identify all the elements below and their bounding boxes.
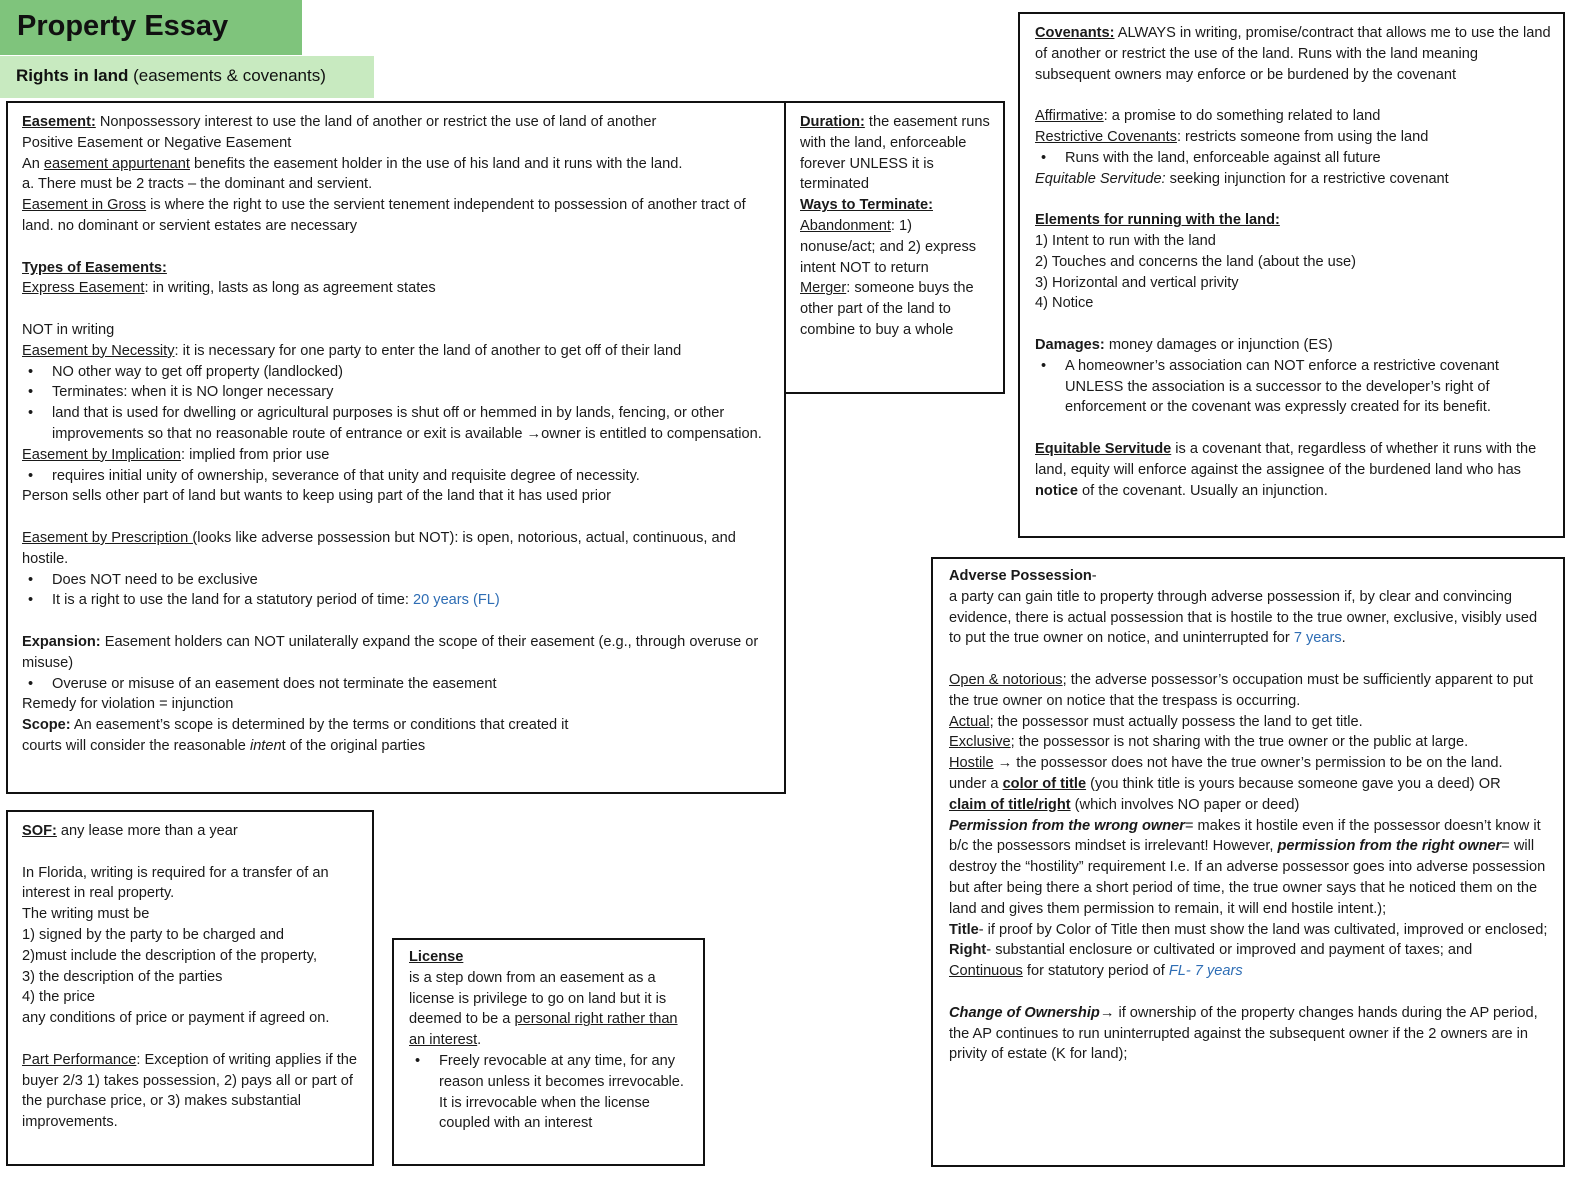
text: It is a right to use the land for a statutory period of time: (52, 592, 413, 609)
es-heading: Equitable Servitude (1035, 440, 1172, 457)
list-item: 1) signed by the party to be charged and (22, 926, 285, 943)
easement-necessity (22, 341, 770, 362)
easement-prescription (22, 528, 770, 570)
text: . (477, 1032, 482, 1049)
affirmative (1035, 106, 1551, 127)
term-express: Express Easement (22, 280, 145, 297)
text: is a step down from an easement as a license is privilege to go on land but it is deemed to be a (409, 969, 667, 1028)
text-bold-italic: permission from the right owner (1277, 838, 1502, 855)
text: the easement runs with the land, enforceable forever UNLESS it is terminated (800, 114, 990, 193)
merger (800, 278, 991, 340)
expansion (22, 632, 770, 674)
covenants-box (1018, 12, 1565, 538)
text: : restricts someone from using the land (1176, 128, 1429, 145)
text: - (1091, 568, 1097, 584)
text: . (1341, 630, 1346, 647)
text: a party can gain title to property through adverse possession if, by clear and convincing evidence, there is actual possession that is hostile to the true owner, exclusive, visibly used to put the true owner on notice, and uninterrupted for (949, 588, 1538, 647)
part-performance (22, 1050, 360, 1133)
subtitle-bold: Rights in land (16, 66, 129, 85)
text: : in writing, lasts as long as agreement states (144, 280, 436, 297)
restrictive-bullets (1035, 148, 1551, 169)
remedy: Remedy for violation = injunction (22, 696, 234, 713)
text: → the possessor does not have the true owner’s permission to be on the land. (993, 755, 1503, 772)
necessity-bullets (22, 362, 770, 445)
license-bullets (409, 1051, 691, 1134)
text: - substantial enclosure or cultivated or improved and payment of taxes; and (986, 942, 1473, 959)
subtitle-banner (0, 56, 374, 98)
continuous (949, 961, 1551, 982)
damages-bullets (1035, 356, 1551, 418)
list-item: • land that is used for dwelling or agricultural purposes is shut off or hemmed in by lands, fencing, or other improvements so that no reasonable route of entrance or exit is available →owner is entitled to compensation. (22, 403, 770, 445)
covenants-definition (1035, 23, 1551, 85)
color-of-title (949, 774, 1551, 795)
easement-tracts: a. There must be 2 tracts – the dominant and servient. (22, 176, 373, 193)
text-bold: Right (949, 942, 987, 959)
easement-def-text: Nonpossessory interest to use the land of another or restrict the use of land of another (95, 114, 657, 130)
list-item: • Runs with the land, enforceable against all future (1035, 148, 1551, 169)
term-restrictive: Restrictive Covenants (1035, 128, 1177, 145)
term-part-performance: Part Performance (22, 1051, 137, 1068)
text: ; the possessor must actually possess the land to get title. (989, 713, 1363, 730)
text: courts will consider the reasonable (22, 737, 250, 754)
term-implication: Easement by Implication (22, 446, 181, 463)
adverse-definition (949, 587, 1551, 649)
list-item: • Freely revocable at any time, for any reason unless it becomes irrevocable. It is irrevocable when the license coupled with an interest (409, 1051, 691, 1134)
page-title: Property Essay (17, 10, 229, 42)
equitable-servitude-short (1035, 169, 1551, 190)
express-easement (22, 278, 770, 299)
elements-heading: Elements for running with the land: (1035, 212, 1280, 229)
term-appurtenant: easement appurtenant (43, 155, 190, 172)
text: Easement holders can NOT unilaterally expand the scope of their easement (e.g., through overuse or misuse) (22, 633, 759, 671)
sof-heading: SOF: (22, 823, 57, 839)
section-subtitle (0, 56, 374, 86)
scope-heading: Scope: (22, 717, 71, 734)
text: seeking injunction for a restrictive covenant (1165, 170, 1449, 187)
text: ; the adverse possessor’s occupation must be sufficiently apparent to put the true owner on notice that the trespass is occurring. (949, 671, 1534, 709)
text-bold: Title (949, 921, 979, 938)
text: : it is necessary for one party to enter the land of another to get off of their land (174, 342, 682, 359)
license-box (392, 938, 705, 1166)
text: under a (949, 775, 1003, 792)
types-heading: Types of Easements: (22, 259, 167, 276)
text: is where the right to use the servient tenement independent to possession of another tract of land. no dominant or servient estates are necessary (22, 197, 746, 234)
text: : someone buys the other part of the land to combine to buy a whole (800, 280, 974, 338)
sof-conditions: any conditions of price or payment if agreed on. (22, 1010, 330, 1027)
expansion-heading: Expansion: (22, 633, 101, 650)
text: ALWAYS in writing, promise/contract that allows me to use the land of another or restrict the use of the land. Runs with the land meaning subsequent owners may enforce or be burdened by the covenant (1035, 25, 1551, 83)
text-italic: inten (249, 737, 282, 754)
damages (1035, 335, 1551, 356)
term-continuous: Continuous (949, 963, 1023, 980)
duration-heading: Duration: (800, 114, 865, 130)
subtitle-rest: (easements & covenants) (128, 66, 326, 85)
actual (949, 712, 1551, 733)
term-actual: Actual (949, 713, 990, 730)
list-item: • Does NOT need to be exclusive (22, 570, 770, 591)
list-item: • A homeowner’s association can NOT enforce a restrictive covenant UNLESS the association is a successor to the developer’s right of enforcement or the covenant was expressly created for its benefit. (1035, 356, 1551, 418)
list-item: 3) Horizontal and vertical privity (1035, 274, 1239, 291)
easement-types-line: Positive Easement or Negative Easement (22, 134, 292, 151)
text: = makes it hostile even if the possessor doesn’t know it b/c the possessors mindset is irrelevant! However, (949, 817, 1541, 855)
term-merger: Merger (800, 280, 847, 297)
text: money damages or injunction (ES) (1104, 336, 1333, 353)
permission (949, 816, 1551, 920)
text-italic: Equitable Servitude: (1035, 170, 1166, 187)
restrictive (1035, 127, 1551, 148)
terminate-heading: Ways to Terminate: (800, 197, 933, 214)
text: ; the possessor is not sharing with the true owner or the public at large. (1010, 734, 1469, 751)
text: : 1) nonuse/act; and 2) express intent NOT to return (800, 217, 977, 276)
expansion-bullets (22, 674, 770, 695)
period-years: 7 years (1293, 630, 1342, 647)
text: of the covenant. Usually an injunction. (1077, 482, 1328, 499)
sof-box (6, 810, 374, 1166)
term-open: Open & notorious (949, 671, 1063, 688)
covenants-heading: Covenants: (1035, 25, 1115, 41)
text: = will destroy the “hostility” requirement I.e. If an adverse possessor goes into adverse possession but after being there a short period of time, the true owner says that he noticed them on the land and gives them permission to remain, it will end hostile intent.); (949, 838, 1546, 917)
prescription-bullets (22, 570, 770, 612)
implication-bullets (22, 466, 770, 487)
open-notorious (949, 670, 1551, 712)
abandonment (800, 216, 991, 278)
duration-text (800, 112, 991, 195)
easement-implication (22, 445, 770, 466)
implication-example: Person sells other part of land but wants to keep using part of the land that it has used prior (22, 488, 611, 505)
term-exclusive: Exclusive (949, 734, 1011, 751)
adverse-heading: Adverse Possession (949, 568, 1092, 584)
easement-heading: Easement: (22, 114, 96, 130)
title-banner (0, 0, 302, 55)
license-definition (409, 968, 691, 1051)
list-item: 4) the price (22, 989, 96, 1006)
list-item (22, 590, 770, 611)
easement-gross (22, 195, 770, 237)
duration-box (784, 101, 1005, 394)
sof-florida: In Florida, writing is required for a transfer of an interest in real property. (22, 864, 329, 902)
term-hostile: Hostile (949, 755, 994, 772)
term-personal-right: personal right rather than an interest (409, 1011, 678, 1049)
text: An (22, 155, 44, 172)
change-of-ownership (949, 1003, 1551, 1065)
text: for statutory period of (1022, 963, 1169, 980)
sof-definition (22, 821, 360, 842)
text: : implied from prior use (181, 446, 330, 463)
title-right (949, 920, 1551, 962)
text: - if proof by Color of Title then must show the land was cultivated, improved or enclosed; (978, 921, 1548, 938)
term-affirmative: Affirmative (1035, 108, 1104, 125)
text: → if ownership of the property changes hands during the AP period, the AP continues to run uninterrupted against the subsequent owner if the 2 owners are in privity of estate (K for land); (949, 1004, 1538, 1063)
term-gross: Easement in Gross (22, 197, 147, 214)
easement-appurtenant (22, 154, 770, 175)
easement-definition (22, 112, 770, 133)
license-heading: License (409, 949, 464, 965)
easement-box (6, 101, 786, 794)
text: any lease more than a year (56, 823, 238, 839)
not-in-writing: NOT in writing (22, 321, 115, 338)
text-bold-italic: Change of Ownership (949, 1004, 1100, 1021)
text: is a covenant that, regardless of whether it runs with the land, equity will enforce against the assignee of the burdened land who has (1035, 440, 1537, 478)
text: (which involves NO paper or deed) (1070, 796, 1300, 813)
term-abandonment: Abandonment (800, 217, 891, 234)
adverse-possession-box (931, 557, 1565, 1167)
list-item: 2) Touches and concerns the land (about the use) (1035, 253, 1357, 270)
term-claim-title: claim of title/right (949, 796, 1071, 813)
sof-must: The writing must be (22, 906, 150, 923)
scope-intent (22, 736, 770, 757)
damages-heading: Damages: (1035, 336, 1105, 353)
claim-of-title (949, 795, 1551, 816)
term-prescription: Easement by Prescription ( (22, 529, 198, 546)
list-item: • requires initial unity of ownership, severance of that unity and requisite degree of necessity. (22, 466, 770, 487)
list-item: 2)must include the description of the property, (22, 947, 318, 964)
text-bold: notice (1035, 482, 1078, 499)
text: looks like adverse possession but NOT): is open, notorious, actual, continuous, and hostile. (22, 529, 736, 567)
text: benefits the easement holder in the use of his land and it runs with the land. (189, 155, 683, 172)
period-fl: FL- 7 years (1168, 963, 1243, 980)
list-item: • NO other way to get off property (landlocked) (22, 362, 770, 383)
list-item: • Terminates: when it is NO longer necessary (22, 382, 770, 403)
list-item: 4) Notice (1035, 295, 1094, 312)
term-color-title: color of title (1002, 775, 1087, 792)
list-item: 3) the description of the parties (22, 968, 223, 985)
period-fl: 20 years (FL) (412, 592, 500, 609)
equitable-servitude (1035, 439, 1551, 501)
scope (22, 715, 770, 736)
text: : a promise to do something related to land (1103, 108, 1381, 125)
hostile (949, 753, 1551, 774)
text: : Exception of writing applies if the buyer 2/3 1) takes possession, 2) pays all or part of the purchase price, or 3) makes substantial improvements. (22, 1051, 358, 1131)
exclusive (949, 732, 1551, 753)
text: An easement’s scope is determined by the terms or conditions that created it (70, 717, 569, 734)
text: t of the original parties (281, 737, 426, 754)
list-item: 1) Intent to run with the land (1035, 232, 1216, 249)
term-necessity: Easement by Necessity (22, 342, 175, 359)
list-item: • Overuse or misuse of an easement does not terminate the easement (22, 674, 770, 695)
text-bold-italic: Permission from the wrong owner (949, 817, 1185, 834)
text: (you think title is yours because someone gave you a deed) OR (1086, 775, 1501, 792)
